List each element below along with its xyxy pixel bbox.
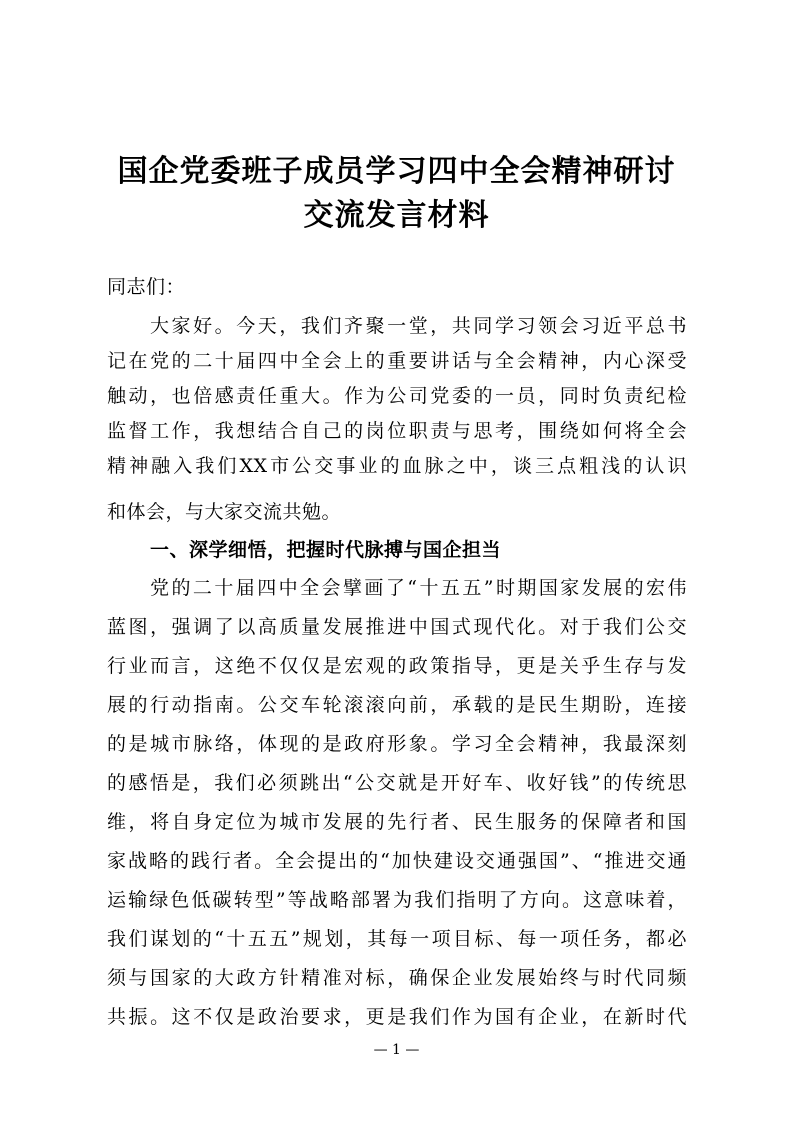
paragraph-line: 共振。这不仅是政治要求，更是我们作为国有企业，在新时代 [107, 1006, 687, 1028]
section-heading-1: 一、深学细悟，把握时代脉搏与国企担当 [150, 539, 502, 561]
document-title-line-1: 国企党委班子成员学习四中全会精神研讨 [117, 154, 676, 189]
document-title-line-2: 交流发言材料 [303, 198, 490, 233]
page-number: — 1 — [373, 1042, 420, 1058]
paragraph-line: 记在党的二十届四中全会上的重要讲话与全会精神，内心深受 [107, 350, 687, 372]
paragraph-line: 精神融入我们XX市公交事业的血脉之中，谈三点粗浅的认识 [107, 455, 687, 477]
paragraph-line: 维，将自身定位为城市发展的先行者、民生服务的保障者和国 [107, 811, 687, 833]
paragraph-line: 蓝图，强调了以高质量发展推进中国式现代化。对于我们公交 [107, 616, 687, 638]
paragraph-line: 展的行动指南。公交车轮滚滚向前，承载的是民生期盼，连接 [107, 694, 687, 716]
salutation: 同志们： [107, 276, 186, 298]
paragraph-line: 的感悟是，我们必须跳出“公交就是开好车、收好钱”的传统思 [107, 772, 687, 794]
paragraph-line: 大家好。今天，我们齐聚一堂，共同学习领会习近平总书 [150, 315, 687, 337]
paragraph-line: 触动，也倍感责任重大。作为公司党委的一员，同时负责纪检 [107, 385, 687, 407]
paragraph-line: 我们谋划的“十五五”规划，其每一项目标、每一项任务，都必 [107, 928, 687, 950]
paragraph-line: 监督工作，我想结合自己的岗位职责与思考，围绕如何将全会 [107, 420, 687, 442]
paragraph-line: 党的二十届四中全会擘画了“十五五”时期国家发展的宏伟 [150, 577, 687, 599]
paragraph-line: 的是城市脉络，体现的是政府形象。学习全会精神，我最深刻 [107, 733, 687, 755]
paragraph-line: 家战略的践行者。全会提出的“加快建设交通强国”、“推进交通 [107, 850, 687, 872]
paragraph-line: 和体会，与大家交流共勉。 [107, 501, 342, 523]
paragraph-line: 行业而言，这绝不仅仅是宏观的政策指导，更是关乎生存与发 [107, 655, 687, 677]
paragraph-line: 须与国家的大政方针精准对标，确保企业发展始终与时代同频 [107, 967, 687, 989]
paragraph-line: 运输绿色低碳转型”等战略部署为我们指明了方向。这意味着， [107, 889, 687, 911]
